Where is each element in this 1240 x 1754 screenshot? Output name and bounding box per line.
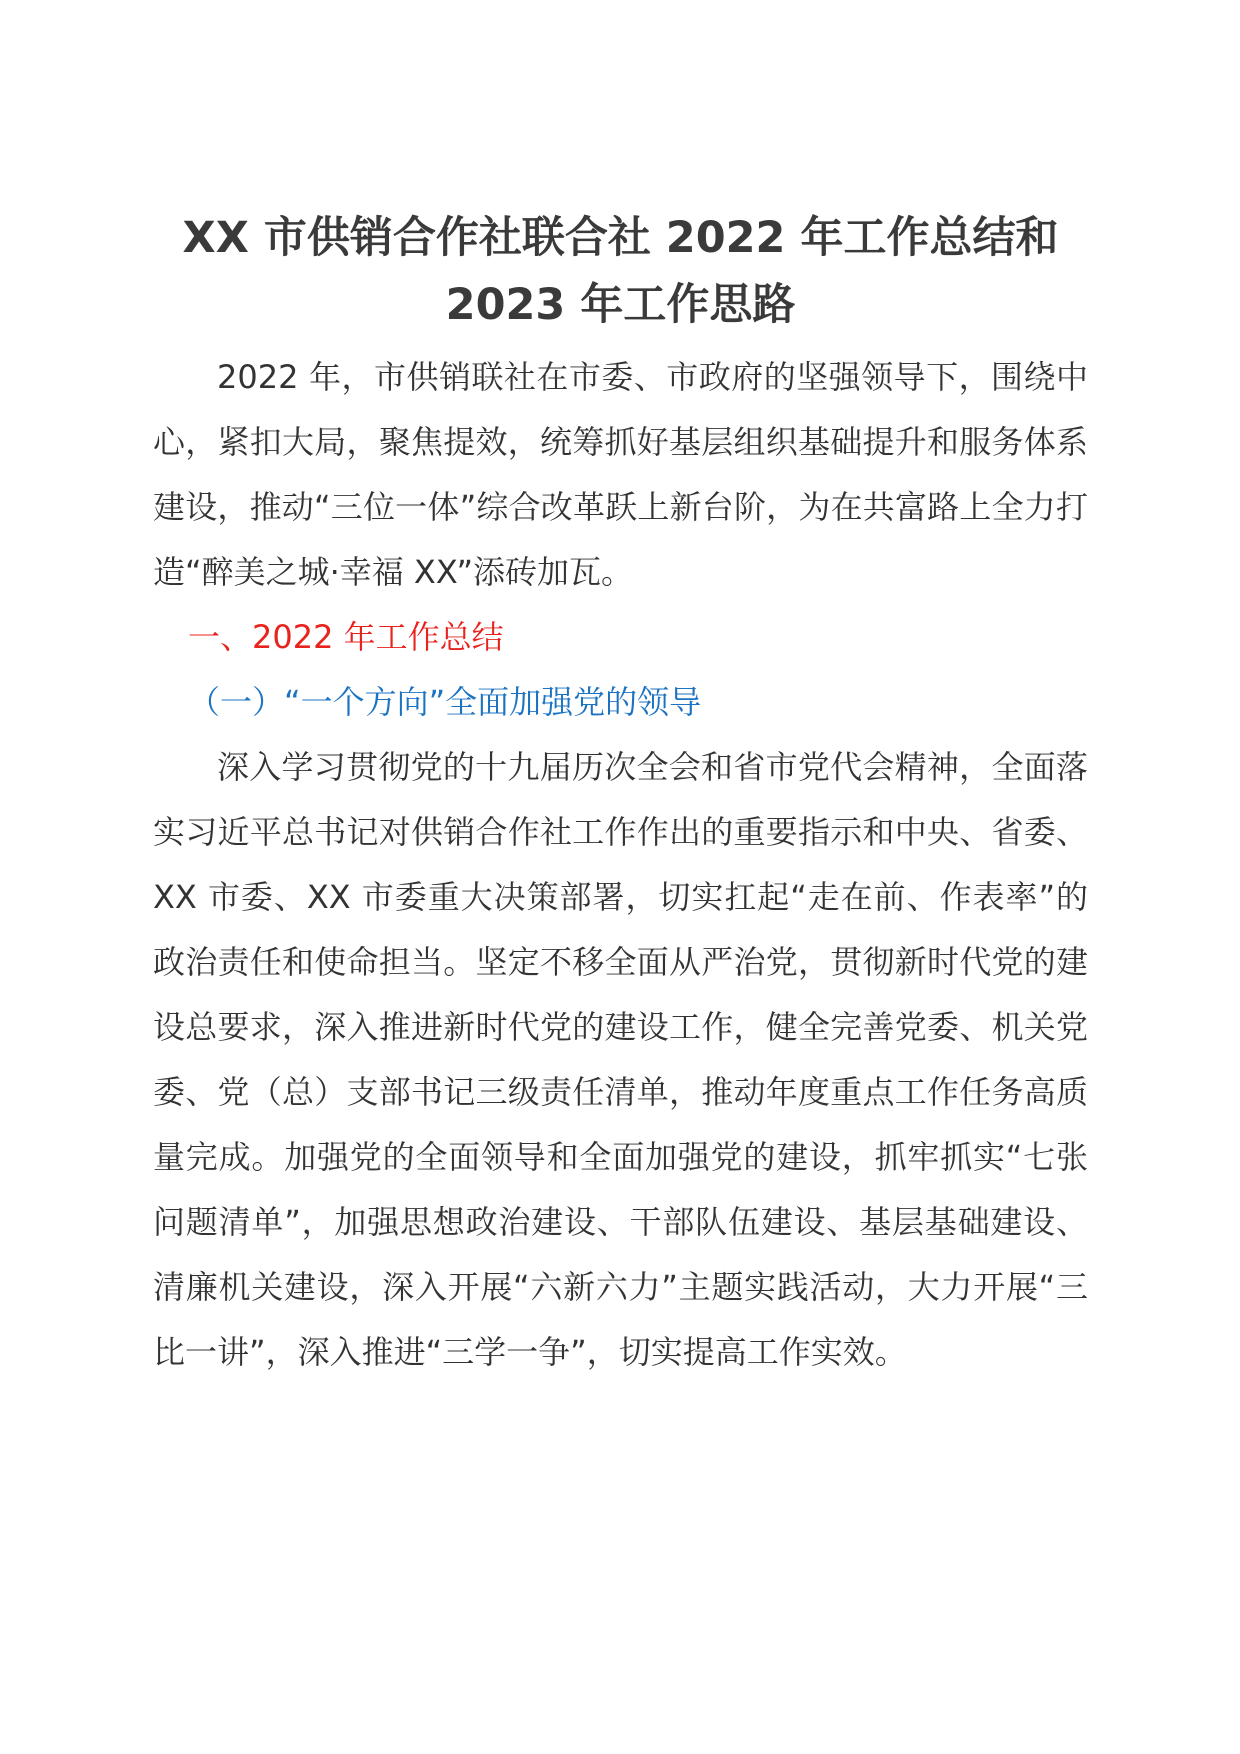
intro-paragraph: 2022 年，市供销联社在市委、市政府的坚强领导下，围绕中心，紧扣大局，聚焦提效，统筹抓好基层组织基础提升和服务体系建设，推动“三位一体”综合改革跃上新台阶，为在共富路上全力打造“醉美之城·幸福 XX”添砖加瓦。 [153,358,1088,591]
title-line-1: XX 市供销合作社联合社 2022 年工作总结和 [182,213,1059,263]
title-line-2: 2023 年工作思路 [445,280,796,330]
document-title [153,205,1088,339]
subsection-heading-party-leadership: （一）“一个方向”全面加强党的领导 [188,683,702,721]
document-page [153,205,1088,1385]
section-heading-summary: 一、2022 年工作总结 [188,618,504,656]
subsection-body-paragraph: 深入学习贯彻党的十九届历次全会和省市党代会精神，全面落实习近平总书记对供销合作社工作作出的重要指示和中央、省委、XX 市委、XX 市委重大决策部署，切实扛起“走在前、作表率”的政治责任和使命担当。坚定不移全面从严治党，贯彻新时代党的建设总要求，深入推进新时代党的建设工作，健全完善党委、机关党委、党（总）支部书记三级责任清单，推动年度重点工作任务高质量完成。加强党的全面领导和全面加强党的建设，抓牢抓实“七张问题清单”，加强思想政治建设、干部队伍建设、基层基础建设、清廉机关建设，深入开展“六新六力”主题实践活动，大力开展“三比一讲”，深入推进“三学一争”，切实提高工作实效。 [153,748,1088,1371]
